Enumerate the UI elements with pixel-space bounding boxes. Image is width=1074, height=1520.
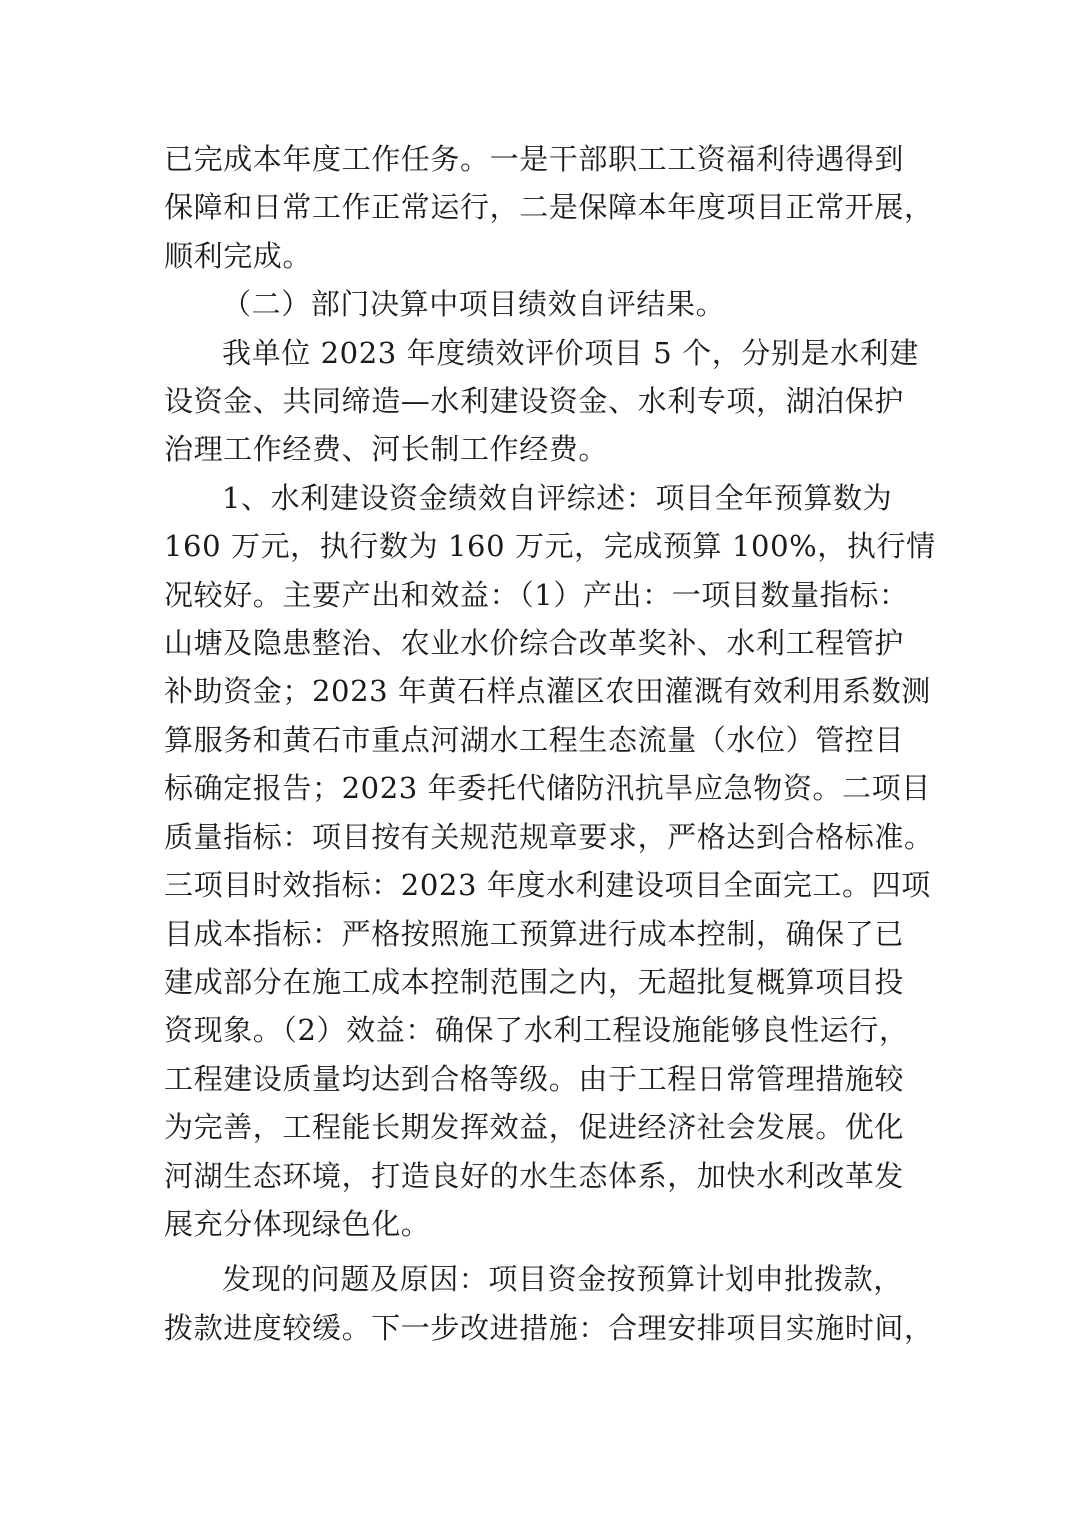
text-line: 算服务和黄石市重点河湖水工程生态流量（水位）管控目 [164, 722, 905, 757]
paragraph-task-completion [164, 135, 934, 280]
paragraph-issues-and-improvements [164, 1255, 934, 1352]
text-line: 1、水利建设资金绩效自评综述：项目全年预算数为 [222, 480, 893, 515]
section-heading [164, 280, 886, 328]
paragraph-water-construction-funds [164, 474, 936, 1249]
text-line: 目成本指标：严格按照施工预算进行成本控制，确保了已 [164, 916, 905, 951]
text-line: 展充分体现绿色化。 [164, 1206, 431, 1241]
text-line: 三项目时效指标：2023 年度水利建设项目全面完工。四项 [164, 868, 931, 903]
paragraph-project-overview [164, 329, 919, 474]
text-line: 设资金、共同缔造—水利建设资金、水利专项，湖泊保护 [164, 384, 905, 419]
text-line: 标确定报告；2023 年委托代储防汛抗旱应急物资。二项目 [164, 771, 931, 806]
text-line: 资现象。（2）效益：确保了水利工程设施能够良性运行， [164, 1013, 909, 1048]
text-line: 为完善，工程能长期发挥效益，促进经济社会发展。优化 [164, 1110, 905, 1145]
text-line: 建成部分在施工成本控制范围之内，无超批复概算项目投 [164, 964, 905, 999]
text-line: 已完成本年度工作任务。一是干部职工工资福利待遇得到 [164, 142, 905, 176]
text-line: 拨款进度较缓。下一步改进措施：合理安排项目实施时间， [164, 1310, 934, 1345]
text-line: 况较好。主要产出和效益：（1）产出：一项目数量指标： [164, 577, 909, 612]
text-line: 顺利完成。 [164, 238, 313, 273]
text-line: 保障和日常工作正常运行，二是保障本年度项目正常开展， [164, 190, 934, 225]
text-line: 发现的问题及原因：项目资金按预算计划申批拨款， [222, 1262, 903, 1297]
text-line: 我单位 2023 年度绩效评价项目 5 个，分别是水利建 [222, 335, 919, 370]
text-line: 160 万元，执行数为 160 万元，完成预算 100%，执行情 [164, 529, 936, 564]
section-heading-text: （二）部门决算中项目绩效自评结果。 [222, 287, 726, 322]
text-line: 补助资金；2023 年黄石样点灌区农田灌溉有效利用系数测 [164, 674, 931, 709]
text-line: 工程建设质量均达到合格等级。由于工程日常管理措施较 [164, 1061, 905, 1096]
text-line: 山塘及隐患整治、农业水价综合改革奖补、水利工程管护 [164, 626, 905, 661]
text-line: 河湖生态环境，打造良好的水生态体系，加快水利改革发 [164, 1158, 905, 1193]
document-body [164, 135, 936, 1352]
text-line: 治理工作经费、河长制工作经费。 [164, 432, 609, 467]
text-line: 质量指标：项目按有关规范规章要求，严格达到合格标准。 [164, 819, 934, 854]
